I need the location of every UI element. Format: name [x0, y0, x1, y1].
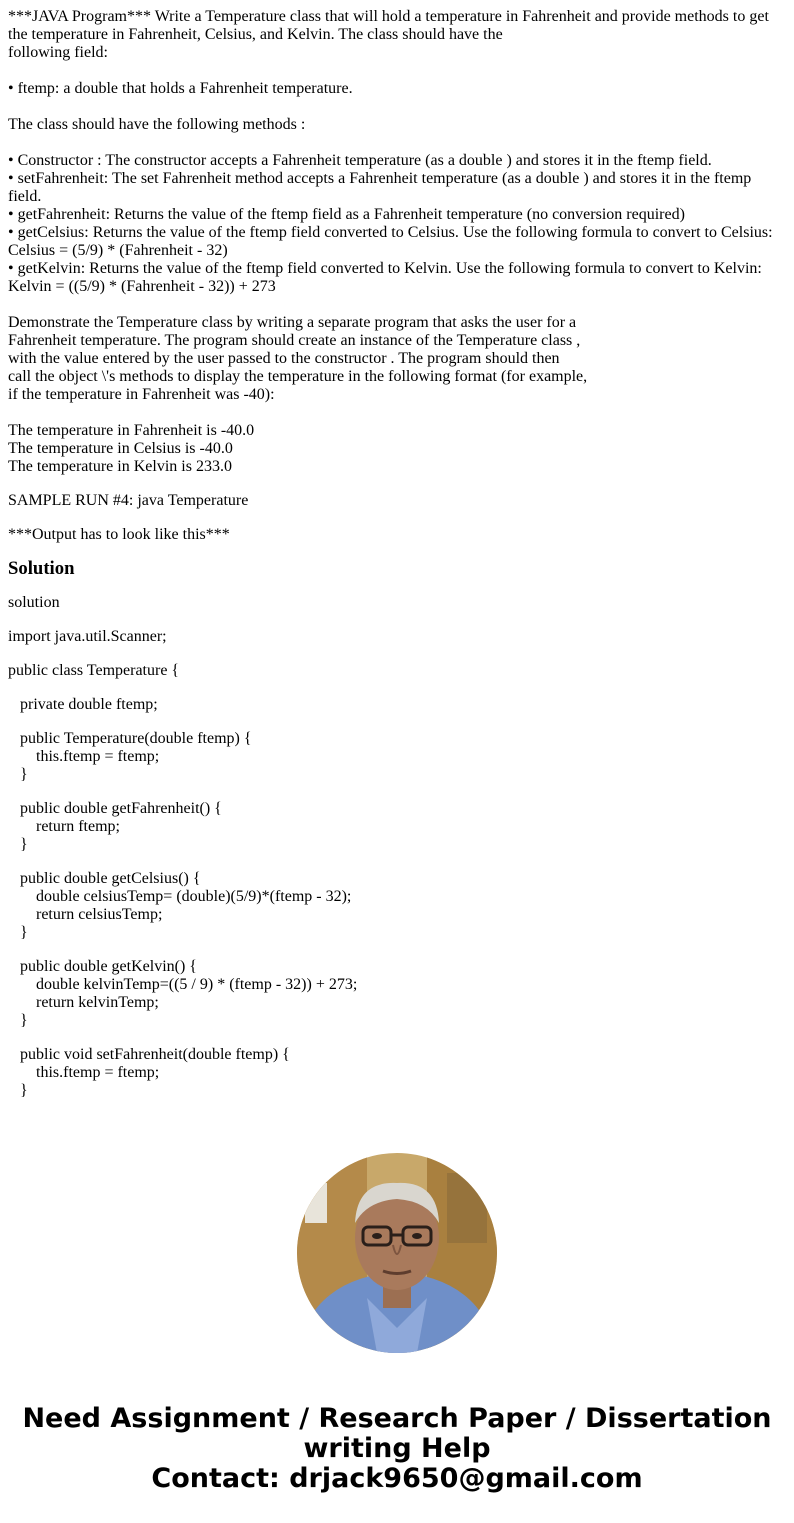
code-line: public double getFahrenheit() {: [8, 800, 222, 817]
field-description: • ftemp: a double that holds a Fahrenheit temperature.: [8, 80, 353, 97]
banner-line: Need Assignment / Research Paper / Dissertation: [22, 1403, 772, 1434]
question-intro-line: ***JAVA Program*** Write a Temperature class that will hold a temperature in Fahrenheit and provide methods to get: [8, 8, 769, 25]
demo-line: Fahrenheit temperature. The program should create an instance of the Temperature class ,: [8, 332, 581, 349]
code-line: double celsiusTemp= (double)(5/9)*(ftemp - 32);: [8, 888, 352, 905]
demo-line: Demonstrate the Temperature class by writing a separate program that asks the user for a: [8, 314, 577, 331]
solution-label: solution: [8, 594, 60, 611]
document-page: [8, 8, 786, 1100]
author-avatar: [297, 1153, 497, 1353]
question-intro-line: following field:: [8, 44, 108, 61]
code-line: return kelvinTemp;: [8, 994, 159, 1011]
sample-run: SAMPLE RUN #4: java Temperature: [8, 492, 249, 509]
code-line: }: [8, 1012, 28, 1029]
solution-code: [8, 594, 786, 1100]
output-line: The temperature in Kelvin is 233.0: [8, 458, 232, 475]
demo-line: with the value entered by the user passed to the constructor . The program should then: [8, 350, 560, 367]
method-line: Celsius = (5/9) * (Fahrenheit - 32): [8, 242, 228, 259]
method-line: • getKelvin: Returns the value of the ftemp field converted to Kelvin. Use the following formula to convert to Kelvin:: [8, 260, 762, 277]
method-line: • getFahrenheit: Returns the value of the ftemp field as a Fahrenheit temperature (no conversion required): [8, 206, 685, 223]
code-line: this.ftemp = ftemp;: [8, 748, 160, 765]
code-line: }: [8, 836, 28, 853]
output-line: The temperature in Celsius is -40.0: [8, 440, 233, 457]
contact-banner: [0, 1404, 794, 1494]
demo-line: if the temperature in Fahrenheit was -40):: [8, 386, 275, 403]
method-line: • Constructor : The constructor accepts a Fahrenheit temperature (as a double ) and stores it in the ftemp field.: [8, 152, 712, 169]
method-line: field.: [8, 188, 42, 205]
output-line: The temperature in Fahrenheit is -40.0: [8, 422, 255, 439]
question-text: [8, 8, 786, 544]
method-line: • setFahrenheit: The set Fahrenheit method accepts a Fahrenheit temperature (as a double ) and stores it in the ftemp: [8, 170, 752, 187]
question-intro-line: the temperature in Fahrenheit, Celsius, and Kelvin. The class should have the: [8, 26, 503, 43]
code-line: private double ftemp;: [8, 696, 158, 713]
banner-line: writing Help: [303, 1433, 491, 1464]
author-photo: [297, 1153, 497, 1353]
code-line: return ftemp;: [8, 818, 120, 835]
method-line: Kelvin = ((5/9) * (Fahrenheit - 32)) + 273: [8, 278, 276, 295]
code-line: public double getCelsius() {: [8, 870, 201, 887]
code-line: return celsiusTemp;: [8, 906, 163, 923]
code-line: public Temperature(double ftemp) {: [8, 730, 252, 747]
demo-line: call the object \'s methods to display the temperature in the following format (for example,: [8, 368, 588, 385]
code-line: import java.util.Scanner;: [8, 628, 167, 645]
code-line: }: [8, 924, 28, 941]
code-line: public void setFahrenheit(double ftemp) {: [8, 1046, 290, 1063]
code-line: }: [8, 766, 28, 783]
code-line: public double getKelvin() {: [8, 958, 197, 975]
code-line: double kelvinTemp=((5 / 9) * (ftemp - 32)) + 273;: [8, 976, 358, 993]
methods-intro: The class should have the following methods :: [8, 116, 306, 133]
code-line: }: [8, 1082, 28, 1099]
solution-heading: Solution: [8, 558, 75, 579]
contact-email: Contact: drjack9650@gmail.com: [151, 1463, 643, 1494]
code-line: public class Temperature {: [8, 662, 180, 679]
method-line: • getCelsius: Returns the value of the ftemp field converted to Celsius. Use the following formula to convert to Celsius:: [8, 224, 773, 241]
code-line: this.ftemp = ftemp;: [8, 1064, 160, 1081]
output-note: ***Output has to look like this***: [8, 526, 230, 543]
